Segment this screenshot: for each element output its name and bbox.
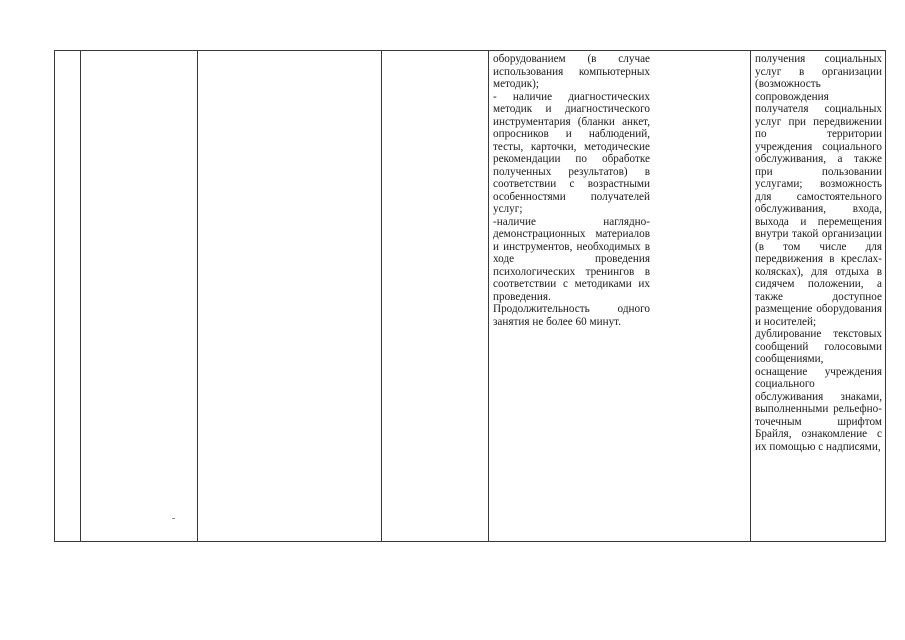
accessibility-paragraph: дублирование текстовых сообщений голосовыми сообщениями, <box>755 328 882 365</box>
cell-service-conditions <box>489 51 751 542</box>
cell-number <box>55 51 81 542</box>
table-row <box>55 51 886 542</box>
conditions-paragraph: -наличие наглядно-демонстрационных материалов и инструментов, необходимых в ходе проведения психологических тренингов в соответствии с методиками их проведения. <box>493 215 650 303</box>
service-conditions-text <box>489 51 653 328</box>
cell-service-term <box>382 51 489 542</box>
scan-speck <box>172 518 175 519</box>
standards-table <box>54 50 886 542</box>
cell-accessibility <box>751 51 886 542</box>
conditions-paragraph: - наличие диагностических методик и диагностического инструментария (бланки анкет, опросников и наблюдений, тесты, карточки, методические рекомендации по обработке полученных результатов) в соответствии с возрастными особенностями получателей услуг; <box>493 90 650 215</box>
cell-service-name <box>81 51 198 542</box>
conditions-paragraph: оборудованием (в случае использования компьютерных методик); <box>493 53 650 90</box>
accessibility-text <box>751 51 885 453</box>
cell-service-description <box>198 51 382 542</box>
conditions-paragraph: Продолжительность одного занятия не более 60 минут. <box>493 303 650 328</box>
accessibility-paragraph: получения социальных услуг в организации (возможность сопровождения получателя социальных услуг при передвижении по территории учреждения социального обслуживания, а также при пользовании услугами; возможность для самостоятельного обслуживания, входа, выхода и перемещения внутри такой организации (в том числе для передвижения в креслах-колясках), для отдыха в сидячем положении, а также доступное размещение оборудования и носителей; <box>755 53 882 328</box>
accessibility-paragraph: оснащение учреждения социального обслуживания знаками, выполненными рельефно-точечным шрифтом Брайля, ознакомление с их помощью с надписями, <box>755 365 882 453</box>
